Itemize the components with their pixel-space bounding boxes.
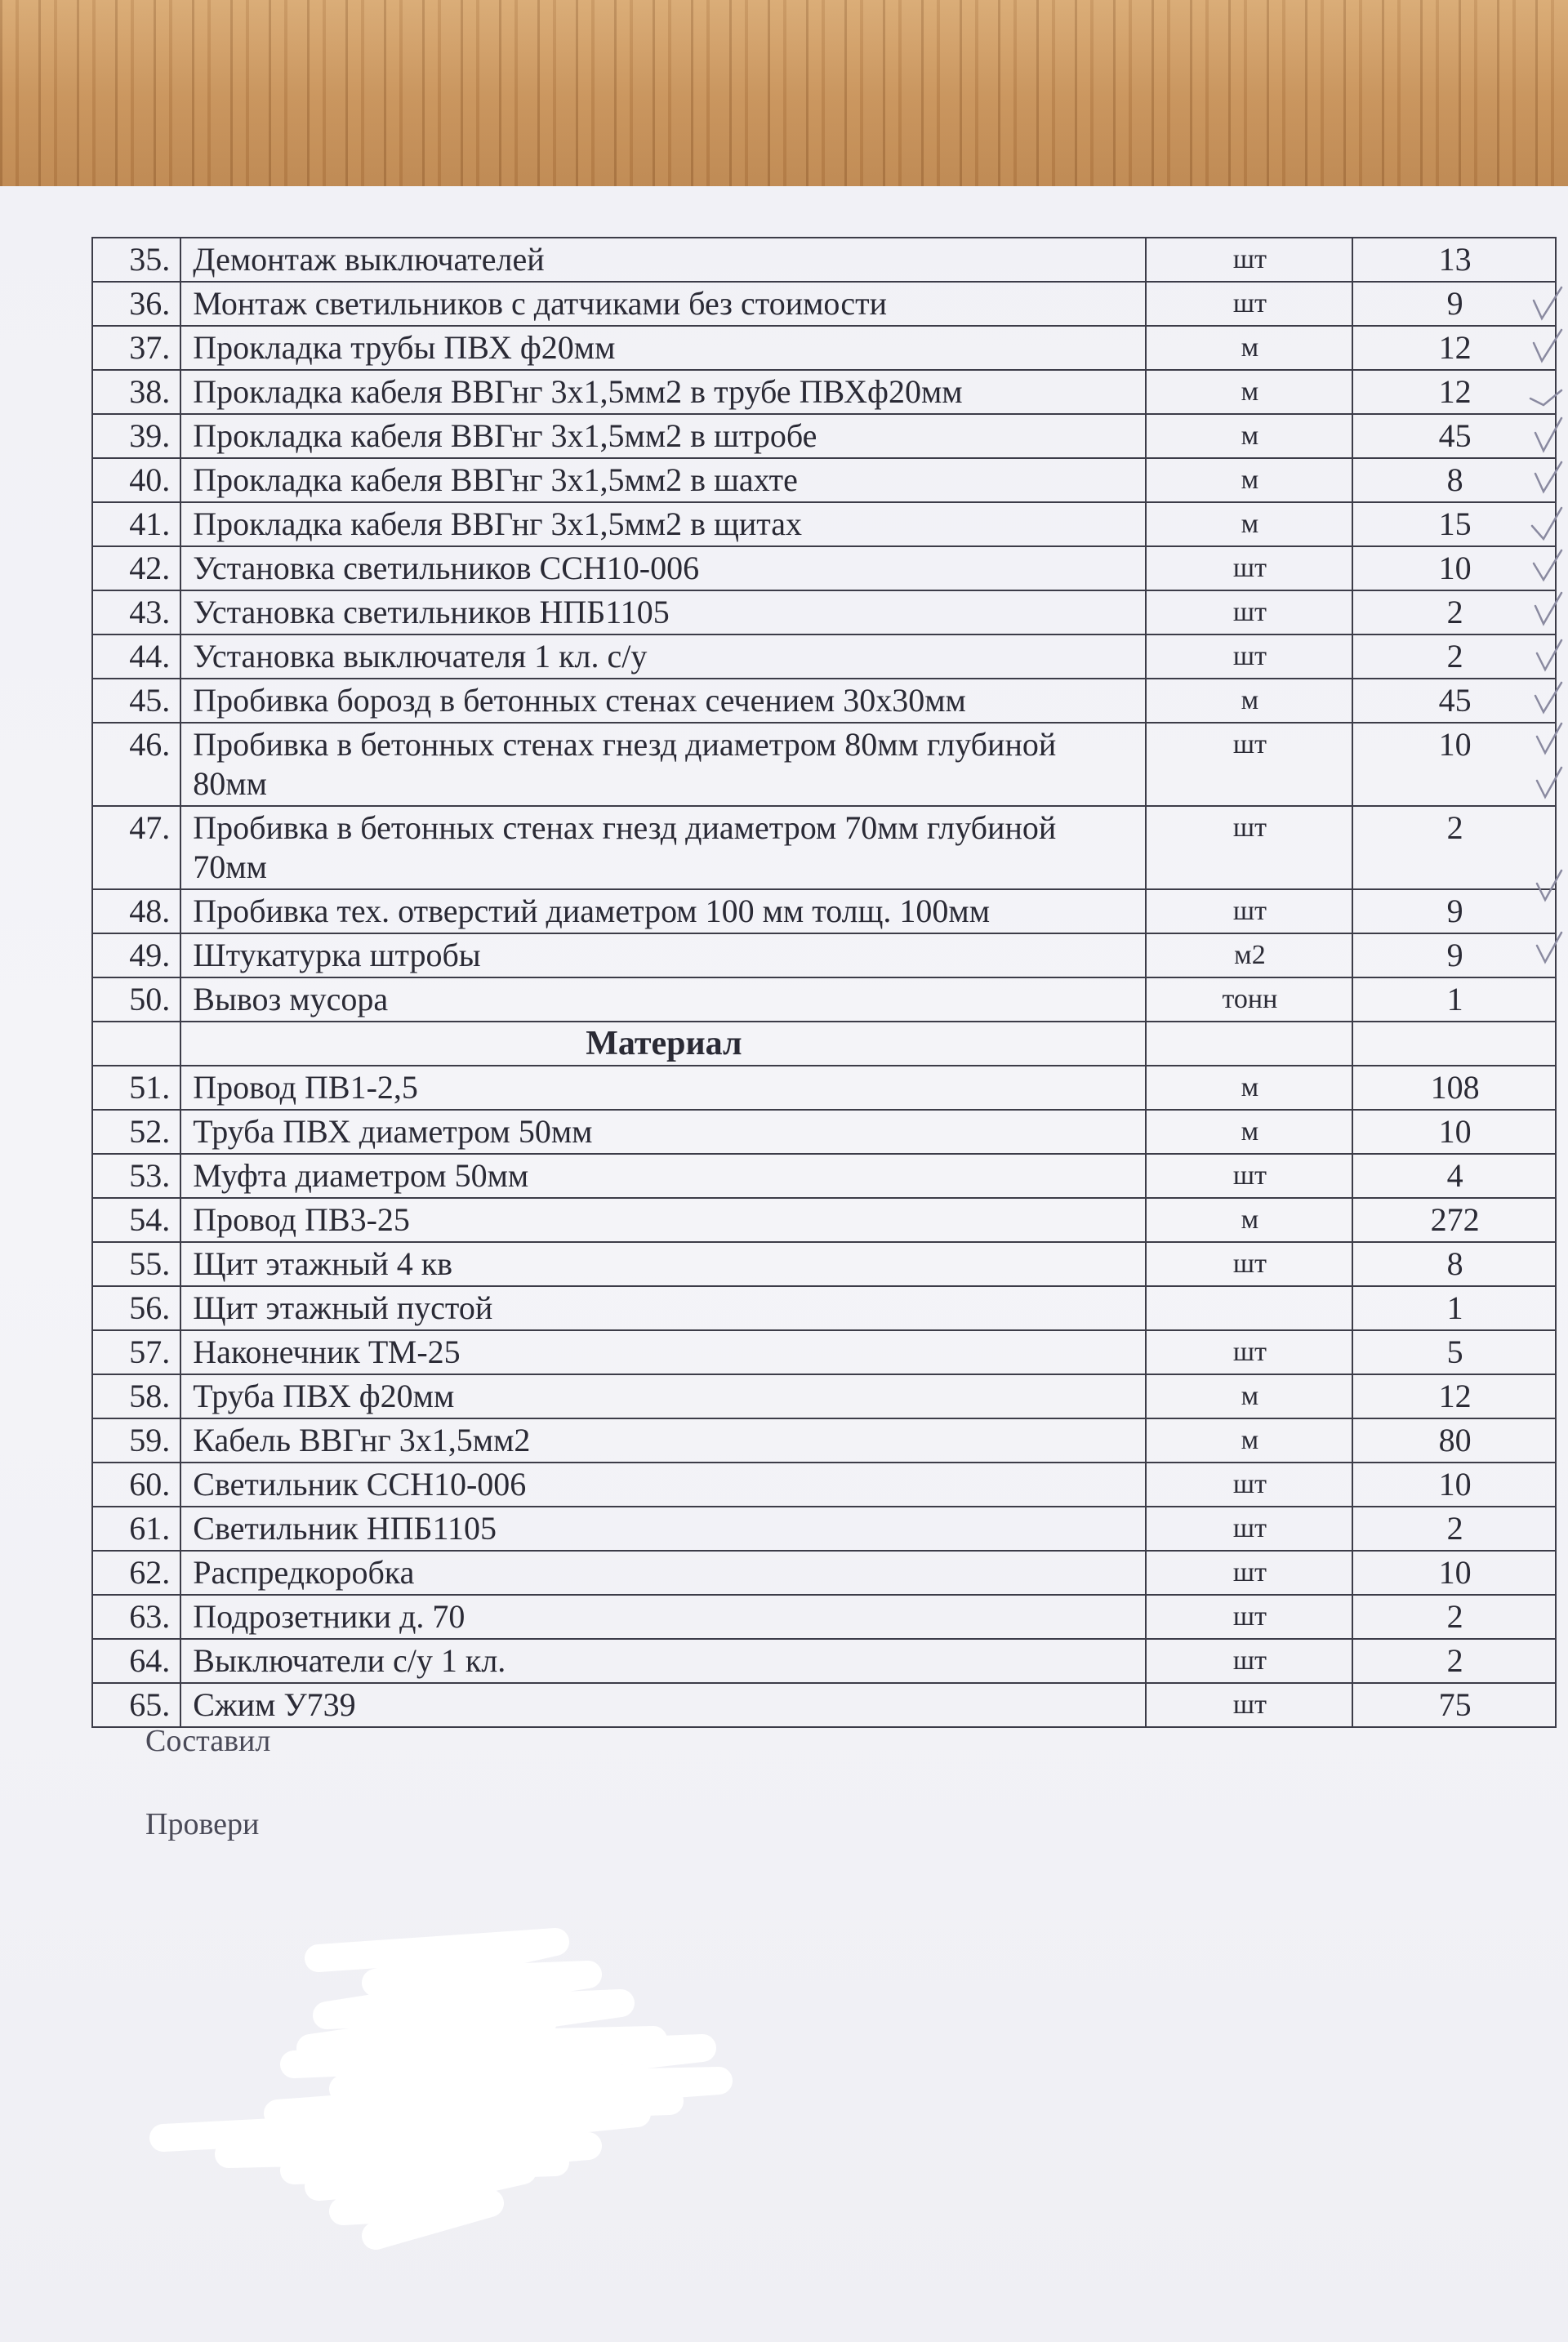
cell-num: 55. xyxy=(92,1242,180,1286)
cell-name: Прокладка трубы ПВХ ф20мм xyxy=(180,326,1145,370)
table-row xyxy=(92,546,1556,590)
table-row xyxy=(92,1286,1556,1330)
cell-unit: шт xyxy=(1146,723,1353,806)
cell-name: Наконечник ТМ-25 xyxy=(180,1330,1145,1374)
table-row xyxy=(92,1374,1556,1418)
cell-num: 62. xyxy=(92,1551,180,1595)
cell-unit: тонн xyxy=(1146,977,1353,1022)
cell-qty: 80 xyxy=(1352,1418,1556,1463)
cell-name: Пробивка борозд в бетонных стенах сечением 30х30мм xyxy=(180,679,1145,723)
cell-qty: 272 xyxy=(1352,1198,1556,1242)
cell-qty: 12 xyxy=(1352,1374,1556,1418)
cell-num: 60. xyxy=(92,1463,180,1507)
cell-qty: 4 xyxy=(1352,1154,1556,1198)
cell-name: Провод ПВ3-25 xyxy=(180,1198,1145,1242)
cell-qty: 10 xyxy=(1352,546,1556,590)
table-row xyxy=(92,1110,1556,1154)
signature-redaction-scribble xyxy=(131,1926,800,2252)
cell-unit: шт xyxy=(1146,1639,1353,1683)
table-row xyxy=(92,370,1556,414)
cell-name: Труба ПВХ диаметром 50мм xyxy=(180,1110,1145,1154)
estimate-table xyxy=(91,237,1557,1728)
cell-num: 63. xyxy=(92,1595,180,1639)
cell-unit: шт xyxy=(1146,546,1353,590)
cell-name: Муфта диаметром 50мм xyxy=(180,1154,1145,1198)
cell-unit: шт xyxy=(1146,1507,1353,1551)
cell-unit: шт xyxy=(1146,590,1353,634)
cell-unit: м xyxy=(1146,370,1353,414)
cell-unit xyxy=(1146,1022,1353,1066)
cell-unit: шт xyxy=(1146,1551,1353,1595)
cell-unit: м2 xyxy=(1146,933,1353,977)
cell-num: 42. xyxy=(92,546,180,590)
cell-unit: м xyxy=(1146,1374,1353,1418)
cell-qty: 9 xyxy=(1352,889,1556,933)
cell-unit: шт xyxy=(1146,1595,1353,1639)
check-marks xyxy=(1519,237,1568,1135)
cell-qty: 5 xyxy=(1352,1330,1556,1374)
cell-qty: 45 xyxy=(1352,679,1556,723)
cell-qty: 13 xyxy=(1352,238,1556,282)
cell-name: Пробивка тех. отверстий диаметром 100 мм толщ. 100мм xyxy=(180,889,1145,933)
cell-qty: 10 xyxy=(1352,1551,1556,1595)
cell-name: Прокладка кабеля ВВГнг 3х1,5мм2 в щитах xyxy=(180,502,1145,546)
table-row xyxy=(92,806,1556,889)
cell-name: Сжим У739 xyxy=(180,1683,1145,1727)
table-row xyxy=(92,590,1556,634)
cell-qty: 75 xyxy=(1352,1683,1556,1727)
cell-qty: 2 xyxy=(1352,1639,1556,1683)
section-row xyxy=(92,1022,1556,1066)
cell-qty: 108 xyxy=(1352,1066,1556,1110)
cell-unit: м xyxy=(1146,1110,1353,1154)
cell-num: 59. xyxy=(92,1418,180,1463)
cell-qty: 1 xyxy=(1352,977,1556,1022)
table-row xyxy=(92,1463,1556,1507)
table-row xyxy=(92,282,1556,326)
compiled-by-label: Составил xyxy=(145,1724,271,1758)
cell-unit: м xyxy=(1146,1198,1353,1242)
cell-name: Установка светильников ССН10-006 xyxy=(180,546,1145,590)
cell-num: 46. xyxy=(92,723,180,806)
cell-unit: шт xyxy=(1146,282,1353,326)
cell-num: 58. xyxy=(92,1374,180,1418)
table-row xyxy=(92,1683,1556,1727)
table-row xyxy=(92,1066,1556,1110)
cell-num: 37. xyxy=(92,326,180,370)
cell-qty: 12 xyxy=(1352,370,1556,414)
cell-qty: 8 xyxy=(1352,458,1556,502)
cell-qty: 10 xyxy=(1352,1110,1556,1154)
cell-unit xyxy=(1146,1286,1353,1330)
cell-num: 47. xyxy=(92,806,180,889)
table-row xyxy=(92,1551,1556,1595)
cell-name: Кабель ВВГнг 3х1,5мм2 xyxy=(180,1418,1145,1463)
cell-num: 44. xyxy=(92,634,180,679)
cell-qty: 2 xyxy=(1352,1595,1556,1639)
table-row xyxy=(92,1418,1556,1463)
cell-num: 48. xyxy=(92,889,180,933)
cell-num: 54. xyxy=(92,1198,180,1242)
cell-qty: 2 xyxy=(1352,1507,1556,1551)
cell-unit: шт xyxy=(1146,1463,1353,1507)
cell-num: 40. xyxy=(92,458,180,502)
cell-num: 38. xyxy=(92,370,180,414)
table-row xyxy=(92,723,1556,806)
cell-qty: 12 xyxy=(1352,326,1556,370)
cell-unit: шт xyxy=(1146,1330,1353,1374)
cell-name: Пробивка в бетонных стенах гнезд диаметром 80мм глубиной 80мм xyxy=(180,723,1145,806)
cell-qty: 15 xyxy=(1352,502,1556,546)
cell-num xyxy=(92,1022,180,1066)
cell-unit: м xyxy=(1146,1066,1353,1110)
checked-by-label: Провери xyxy=(145,1807,260,1841)
cell-num: 35. xyxy=(92,238,180,282)
cell-name: Прокладка кабеля ВВГнг 3х1,5мм2 в трубе ПВХф20мм xyxy=(180,370,1145,414)
cell-name: Установка выключателя 1 кл. с/у xyxy=(180,634,1145,679)
table-row xyxy=(92,326,1556,370)
cell-num: 53. xyxy=(92,1154,180,1198)
cell-name: Штукатурка штробы xyxy=(180,933,1145,977)
section-title: Материал xyxy=(180,1022,1145,1066)
cell-unit: м xyxy=(1146,502,1353,546)
cell-unit: шт xyxy=(1146,1154,1353,1198)
cell-qty: 8 xyxy=(1352,1242,1556,1286)
table-row xyxy=(92,679,1556,723)
table-row xyxy=(92,1595,1556,1639)
cell-unit: м xyxy=(1146,458,1353,502)
cell-qty: 10 xyxy=(1352,723,1556,806)
cell-name: Прокладка кабеля ВВГнг 3х1,5мм2 в штробе xyxy=(180,414,1145,458)
cell-qty: 45 xyxy=(1352,414,1556,458)
cell-qty: 9 xyxy=(1352,933,1556,977)
cell-num: 57. xyxy=(92,1330,180,1374)
cell-qty: 1 xyxy=(1352,1286,1556,1330)
cell-name: Демонтаж выключателей xyxy=(180,238,1145,282)
cell-name: Прокладка кабеля ВВГнг 3х1,5мм2 в шахте xyxy=(180,458,1145,502)
cell-num: 50. xyxy=(92,977,180,1022)
table-row xyxy=(92,238,1556,282)
estimate-table-body xyxy=(92,238,1556,1727)
table-row xyxy=(92,889,1556,933)
table-row xyxy=(92,1507,1556,1551)
wooden-desk-background xyxy=(0,0,1568,196)
cell-name: Монтаж светильников с датчиками без стоимости xyxy=(180,282,1145,326)
cell-num: 41. xyxy=(92,502,180,546)
table-row xyxy=(92,414,1556,458)
cell-num: 43. xyxy=(92,590,180,634)
document-sheet xyxy=(0,186,1568,2342)
cell-name: Щит этажный 4 кв xyxy=(180,1242,1145,1286)
cell-unit: м xyxy=(1146,414,1353,458)
table-row xyxy=(92,1198,1556,1242)
cell-unit: шт xyxy=(1146,889,1353,933)
cell-num: 51. xyxy=(92,1066,180,1110)
cell-name: Щит этажный пустой xyxy=(180,1286,1145,1330)
table-row xyxy=(92,977,1556,1022)
cell-num: 39. xyxy=(92,414,180,458)
cell-name: Труба ПВХ ф20мм xyxy=(180,1374,1145,1418)
cell-name: Светильник ССН10-006 xyxy=(180,1463,1145,1507)
cell-qty: 2 xyxy=(1352,634,1556,679)
cell-num: 52. xyxy=(92,1110,180,1154)
table-row xyxy=(92,1330,1556,1374)
cell-name: Светильник НПБ1105 xyxy=(180,1507,1145,1551)
cell-unit: м xyxy=(1146,1418,1353,1463)
cell-unit: шт xyxy=(1146,238,1353,282)
cell-unit: шт xyxy=(1146,1242,1353,1286)
cell-num: 36. xyxy=(92,282,180,326)
cell-qty: 10 xyxy=(1352,1463,1556,1507)
cell-unit: м xyxy=(1146,326,1353,370)
cell-unit: шт xyxy=(1146,634,1353,679)
table-row xyxy=(92,634,1556,679)
table-row xyxy=(92,1639,1556,1683)
cell-qty: 2 xyxy=(1352,806,1556,889)
cell-num: 64. xyxy=(92,1639,180,1683)
cell-name: Распредкоробка xyxy=(180,1551,1145,1595)
cell-num: 49. xyxy=(92,933,180,977)
cell-unit: м xyxy=(1146,679,1353,723)
table-row xyxy=(92,458,1556,502)
cell-name: Подрозетники д. 70 xyxy=(180,1595,1145,1639)
table-row xyxy=(92,1154,1556,1198)
table-row xyxy=(92,502,1556,546)
table-row xyxy=(92,1242,1556,1286)
cell-name: Провод ПВ1-2,5 xyxy=(180,1066,1145,1110)
cell-unit: шт xyxy=(1146,1683,1353,1727)
cell-unit: шт xyxy=(1146,806,1353,889)
cell-num: 61. xyxy=(92,1507,180,1551)
cell-num: 56. xyxy=(92,1286,180,1330)
cell-name: Пробивка в бетонных стенах гнезд диаметром 70мм глубиной 70мм xyxy=(180,806,1145,889)
cell-num: 45. xyxy=(92,679,180,723)
cell-qty: 2 xyxy=(1352,590,1556,634)
cell-name: Выключатели с/у 1 кл. xyxy=(180,1639,1145,1683)
cell-qty: 9 xyxy=(1352,282,1556,326)
cell-name: Установка светильников НПБ1105 xyxy=(180,590,1145,634)
cell-name: Вывоз мусора xyxy=(180,977,1145,1022)
table-row xyxy=(92,933,1556,977)
cell-num: 65. xyxy=(92,1683,180,1727)
